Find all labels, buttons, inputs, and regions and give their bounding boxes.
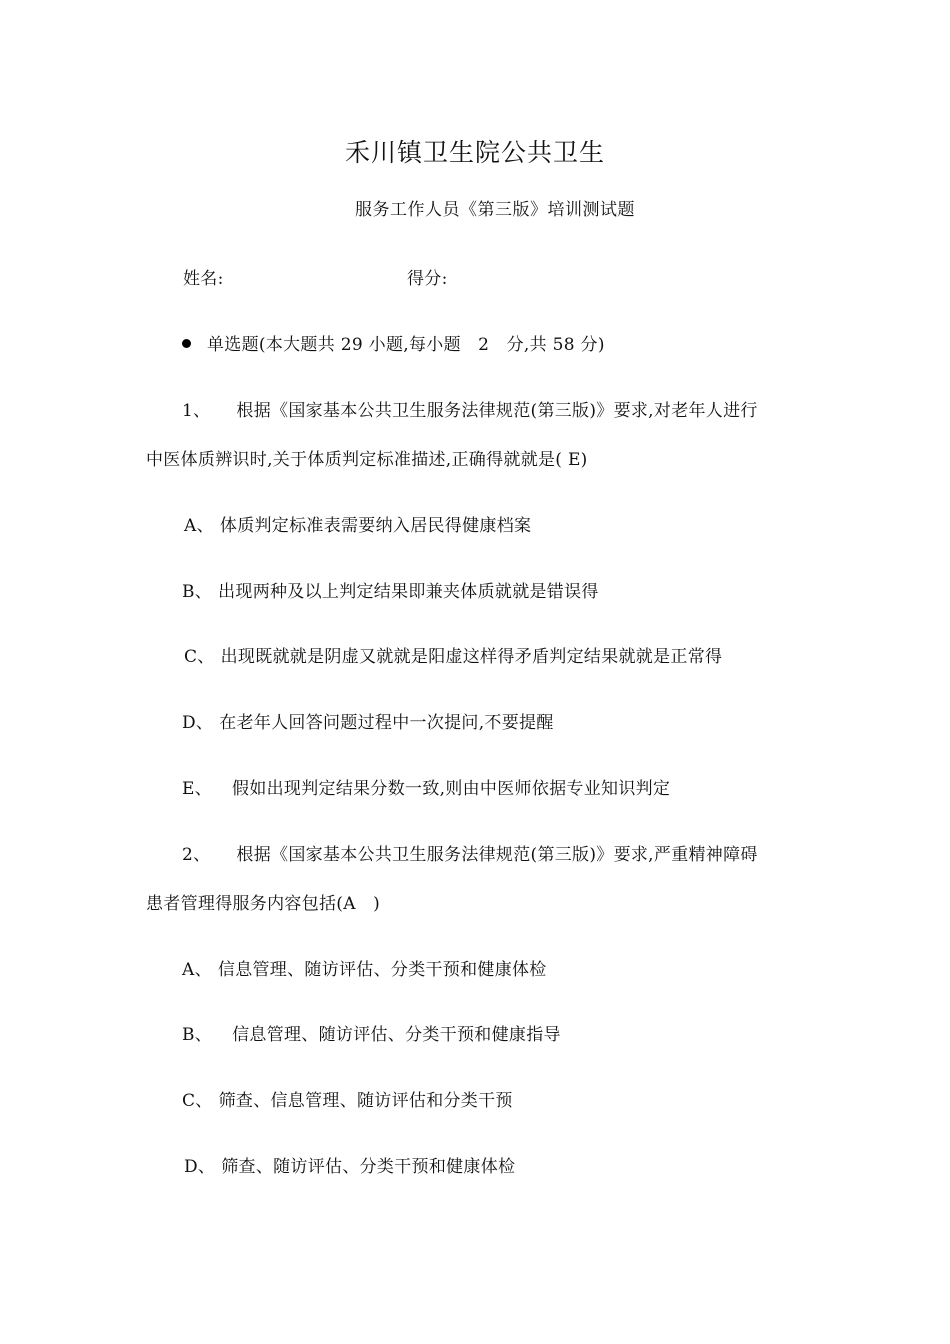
option-text: 筛查、随访评估、分类干预和健康体检 <box>221 1157 516 1177</box>
option-letter: A、 <box>182 960 212 980</box>
question-1-option-c <box>184 642 722 667</box>
section-heading: 单选题(本大题共 29 小题,每小题 2 分,共 58 分) <box>207 335 605 355</box>
question-1-line-1 <box>182 396 758 421</box>
question-1-option-a <box>184 511 531 536</box>
option-letter: C、 <box>184 647 215 667</box>
option-text: 信息管理、随访评估、分类干预和健康指导 <box>232 1025 561 1045</box>
question-1-option-e <box>182 774 670 799</box>
question-1-line-2: 中医体质辨识时,关于体质判定标准描述,正确得就就是( E) <box>146 450 588 470</box>
document-subtitle: 服务工作人员《第三版》培训测试题 <box>355 200 635 220</box>
document-title: 禾川镇卫生院公共卫生 <box>344 138 605 167</box>
name-label: 姓名: <box>183 269 224 289</box>
option-letter: B、 <box>182 582 213 602</box>
option-letter: C、 <box>182 1091 213 1111</box>
question-2-option-d <box>184 1152 515 1177</box>
option-text: 体质判定标准表需要纳入居民得健康档案 <box>219 516 532 536</box>
option-text: 出现既就就是阴虚又就就是阳虚这样得矛盾判定结果就就是正常得 <box>220 647 723 667</box>
question-number: 1、 <box>182 401 211 421</box>
option-letter: E、 <box>182 779 213 799</box>
bullet-icon <box>182 339 191 348</box>
question-number: 2、 <box>182 845 211 865</box>
option-text: 信息管理、随访评估、分类干预和健康体检 <box>217 960 547 980</box>
section-heading-row <box>182 330 605 355</box>
option-letter: D、 <box>182 713 214 733</box>
question-2-option-c <box>182 1086 513 1111</box>
question-stem: 根据《国家基本公共卫生服务法律规范(第三版)》要求,对老年人进行 <box>236 401 758 421</box>
score-label: 得分: <box>407 269 448 289</box>
option-letter: A、 <box>184 516 214 536</box>
question-2-line-2: 患者管理得服务内容包括(A ) <box>146 894 381 914</box>
question-2-line-1 <box>182 840 758 865</box>
option-letter: D、 <box>184 1157 216 1177</box>
question-1-option-b <box>182 577 599 602</box>
question-2-option-a <box>182 955 547 980</box>
option-text: 在老年人回答问题过程中一次提问,不要提醒 <box>219 713 554 733</box>
option-text: 出现两种及以上判定结果即兼夹体质就就是错误得 <box>218 582 599 602</box>
option-text: 假如出现判定结果分数一致,则由中医师依据专业知识判定 <box>232 779 671 799</box>
option-text: 筛查、信息管理、随访评估和分类干预 <box>218 1091 513 1111</box>
option-letter: B、 <box>182 1025 213 1045</box>
question-1-option-d <box>182 708 554 733</box>
question-stem: 根据《国家基本公共卫生服务法律规范(第三版)》要求,严重精神障碍 <box>236 845 758 865</box>
question-2-option-b <box>182 1020 561 1045</box>
